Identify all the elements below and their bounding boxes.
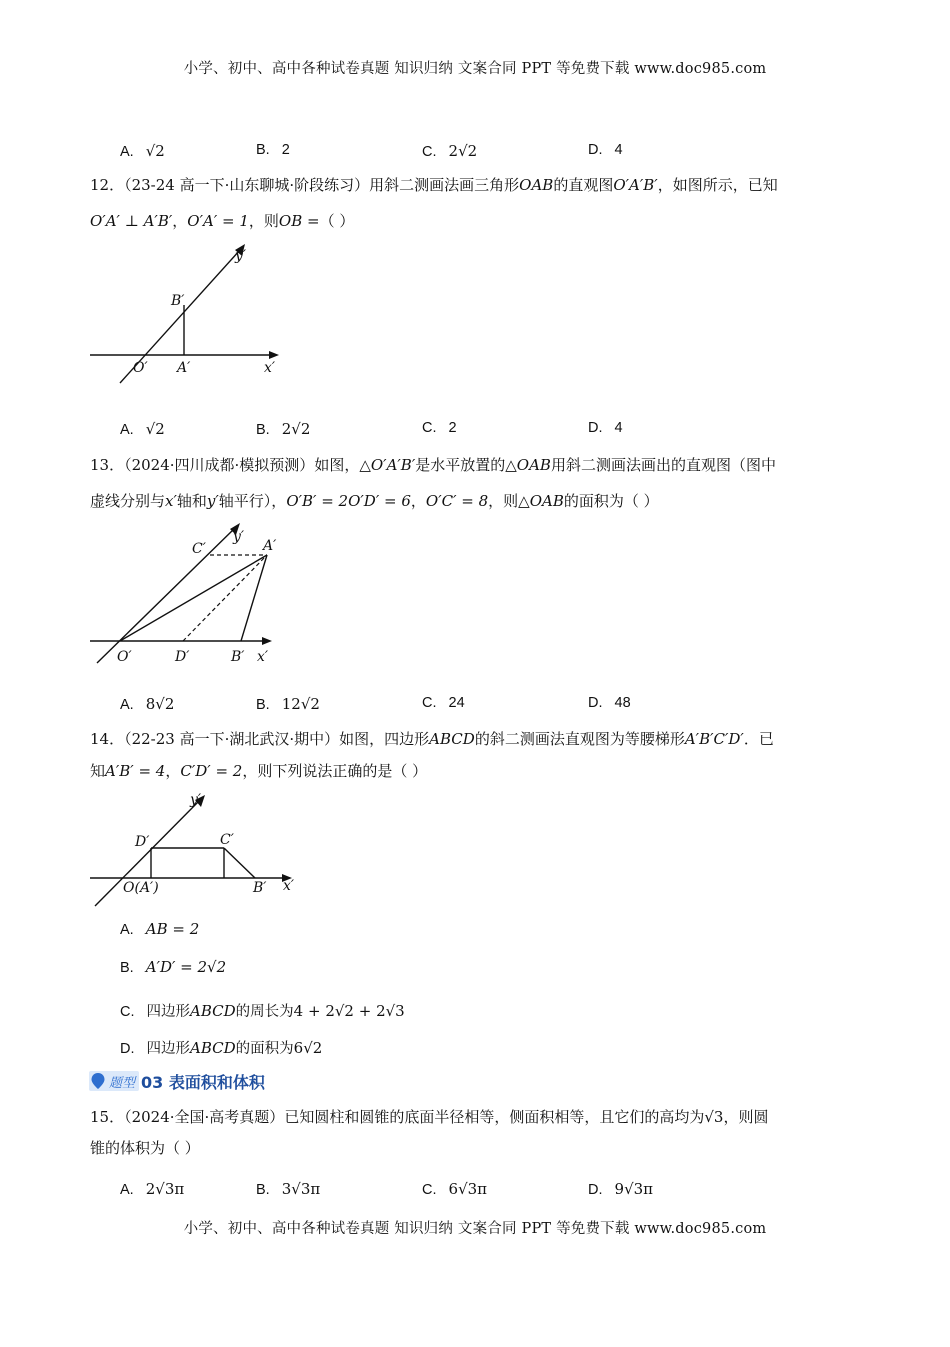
q12-option-b[interactable]: B. 2√2	[256, 420, 311, 438]
section-badge: 题型	[89, 1071, 139, 1091]
q13-label-c: C′	[192, 541, 206, 557]
q12-options	[0, 414, 950, 440]
q15-option-a[interactable]: A. 2√3π	[120, 1180, 185, 1198]
q12-option-d[interactable]: D. 4	[588, 420, 623, 436]
q14-stem-line1: 14．（22-23 高一下·湖北武汉·期中）如图，四边形ABCD的斜二测画法直观图为等腰梯形A′B′C′D′．已	[90, 730, 774, 748]
q13-y-axis	[97, 528, 235, 663]
q12-label-b: B′	[171, 293, 185, 309]
q14-option-a[interactable]: A. AB = 2	[120, 920, 200, 938]
q14-option-b[interactable]: B. A′D′ = 2√2	[120, 958, 227, 976]
q14-segment-cb	[224, 848, 255, 878]
q12-figure	[85, 238, 295, 403]
q15-options	[0, 1174, 950, 1200]
q14-label-c: C′	[220, 832, 234, 848]
q12-x-arrow-icon	[269, 351, 279, 359]
q12-stem-line2: O′A′ ⊥ A′B′，O′A′ = 1，则OB =（ ）	[90, 212, 355, 230]
q14-label-o: O(A′)	[123, 880, 159, 896]
q11-option-d[interactable]: D. 4	[588, 142, 623, 158]
q13-stem-line2: 虚线分别与x′轴和y′轴平行），O′B′ = 2O′D′ = 6，O′C′ = 8，则△OAB的面积为（ ）	[90, 492, 659, 510]
q14-label-y: y′	[190, 792, 202, 808]
q13-option-c[interactable]: C. 24	[422, 695, 465, 711]
page-footer: 小学、初中、高中各种试卷真题 知识归纳 文案合同 PPT 等免费下载 www.doc985.com	[183, 1221, 767, 1237]
q12-label-y: y′	[235, 248, 247, 264]
q15-stem-line2: 锥的体积为（ ）	[90, 1139, 200, 1157]
q15-stem-line1: 15．（2024·全国·高考真题）已知圆柱和圆锥的底面半径相等，侧面积相等，且它们的高均为√3，则圆	[90, 1108, 769, 1126]
q14-option-d[interactable]: D. 四边形ABCD的面积为6√2	[120, 1039, 323, 1057]
q13-label-x: x′	[257, 649, 269, 665]
q11-option-a[interactable]: A. √2	[120, 142, 165, 160]
q12-label-a: A′	[177, 360, 191, 376]
q14-label-d: D′	[135, 834, 150, 850]
q12-label-x: x′	[264, 360, 276, 376]
q14-label-b: B′	[253, 880, 267, 896]
page-header: 小学、初中、高中各种试卷真题 知识归纳 文案合同 PPT 等免费下载 www.doc985.com	[183, 61, 767, 77]
q13-label-b: B′	[231, 649, 245, 665]
q13-label-o: O′	[117, 649, 132, 665]
q13-x-arrow-icon	[262, 637, 272, 645]
q12-stem-line1: 12．（23-24 高一下·山东聊城·阶段练习）用斜二测画法画三角形OAB的直观图O′A′B′，如图所示，已知	[90, 176, 778, 194]
q12-option-a[interactable]: A. √2	[120, 420, 165, 438]
q15-option-b[interactable]: B. 3√3π	[256, 1180, 321, 1198]
q12-option-c[interactable]: C. 2	[422, 420, 457, 436]
q13-stem-line1: 13．（2024·四川成都·模拟预测）如图，△O′A′B′是水平放置的△OAB用斜二测画法画出的直观图（图中	[90, 456, 776, 474]
q15-option-c[interactable]: C. 6√3π	[422, 1180, 488, 1198]
q11-options	[0, 136, 950, 162]
q13-option-a[interactable]: A. 8√2	[120, 695, 175, 713]
q13-figure	[85, 520, 285, 675]
q11-option-c[interactable]: C. 2√2	[422, 142, 478, 160]
q14-label-x: x′	[283, 878, 295, 894]
q14-option-c[interactable]: C. 四边形ABCD的周长为4 + 2√2 + 2√3	[120, 1002, 405, 1020]
section-heading	[89, 1069, 265, 1093]
q15-option-d[interactable]: D. 9√3π	[588, 1180, 654, 1198]
q13-option-b[interactable]: B. 12√2	[256, 695, 320, 713]
q13-label-d: D′	[175, 649, 190, 665]
q11-option-b[interactable]: B. 2	[256, 142, 290, 158]
location-pin-icon	[90, 1072, 106, 1090]
q14-stem-line2: 知A′B′ = 4，C′D′ = 2，则下列说法正确的是（ ）	[90, 762, 428, 780]
section-title: 03 表面积和体积	[141, 1072, 265, 1092]
q13-label-y: y′	[233, 529, 245, 545]
q12-label-o: O′	[133, 360, 148, 376]
q14-figure	[85, 790, 305, 915]
q13-label-a: A′	[263, 538, 277, 554]
q13-option-d[interactable]: D. 48	[588, 695, 631, 711]
q13-options	[0, 689, 950, 715]
